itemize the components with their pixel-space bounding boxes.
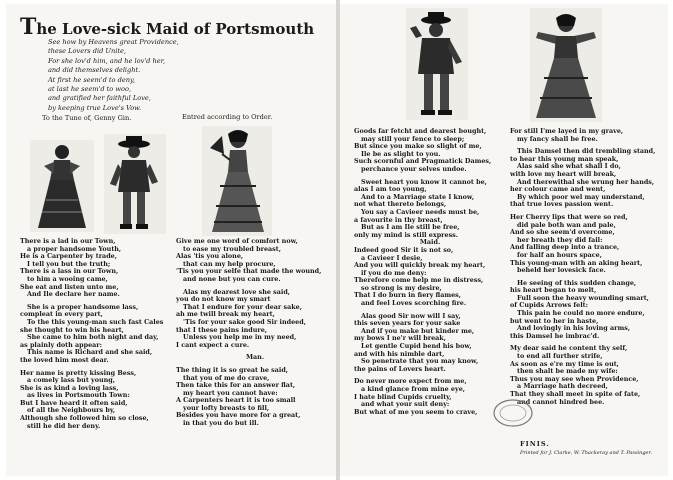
verse-line: not what thereto belongs, [354,200,447,209]
verse-line: Then take this for an answer flat, [176,381,296,390]
verse-line: with love my heart will break, [510,169,617,178]
verse-line: 'Tis for your sake good Sir indeed, [183,317,306,326]
verse-line: in that you do but ill. [183,419,259,428]
ballad-subtitle: See how by Heavens great Providence, these Lovers did Unite, For she lov'd him, and he lov'd her, and did themselves delight. At first he seem'd to deny, at last he seem'd to woo, and gratified her faithful Love, by keeping true Love's Vow. [48,38,179,112]
verse-line: She eat and listen unto me, [20,282,119,291]
verse-line: But what of me you seem to crave, [354,407,478,416]
verse-column-2 [176,238,334,438]
verse-line: Her name is pretty kissing Bess, [20,368,137,377]
verse-line: a Marriage hath decreed, [517,382,608,391]
verse-line: she thought to win his heart, [20,325,124,334]
verse-line: So penetrate that you may know, [361,357,479,366]
verse-line: did pale both wan and pale, [517,220,616,229]
verse-line: Give me one word of comfort now, [176,238,298,245]
verse-line: as plainly doth appear: [20,340,103,349]
verse-line: But I have heard it often said, [20,398,128,407]
verse-line: This name is Richard and she said, [27,348,153,357]
verse-column-1 [20,238,168,438]
verse-line: a proper handsome Youth, [27,244,122,253]
verse-line: And to a Marriage state I know, [361,192,475,201]
verse-line: Alas good Sir now will I say, [361,311,461,320]
verse-line: He seeing of this sudden change, [517,278,637,287]
verse-line: that you of me do crave, [183,373,270,382]
verse-line: may still your fence to sleep; [361,134,465,143]
verse-line: Let gentle Cupid bend his bow, [361,342,472,351]
verse-line: I cant expect a cure. [176,340,250,349]
verse-line: to hear this young man speak, [510,154,619,163]
verse-line: perchance your selves undoe. [361,164,467,173]
verse-line: and none but you can cure. [183,274,281,283]
verse-line: so strong is my desire, [361,283,442,292]
verse-line: as lives in Portsmouth Town: [27,391,130,400]
verse-line: the pains of Lovers heart. [354,364,446,373]
verse-line: Alas 'tis you alone, [176,252,244,261]
verse-line: and what your suit deny: [361,400,450,409]
finis-mark: FINIS. [520,440,550,448]
verse-line: of Cupids Arrows felt: [510,301,588,310]
verse-line: that can my help procure, [183,259,276,268]
verse-line: Alas said she what shall I do, [517,162,621,171]
woodcut-man-right [406,8,468,120]
verse-line: Unless you help me in my need, [183,333,297,342]
verse-line: and with his nimble dart, [354,349,445,358]
verse-line: 'Tis you your selfe that made the wound, [176,267,322,276]
verse-line: And lovingly in his loving arms, [517,324,631,333]
verse-line: then shalt be made my wife: [517,367,618,376]
verse-line: Maid. [419,238,441,247]
verse-line: That they shall meet in spite of fate, [510,390,641,398]
library-stamp-icon [492,398,534,428]
verse-line: She is a proper handsome lass, [27,302,139,311]
verse-line: that I these pains indure, [176,325,268,334]
verse-line: my heart you cannot have: [183,388,278,397]
verse-line: But since you make so slight of me, [354,142,482,151]
verse-line: By which poor wel may understand, [517,192,645,201]
verse-line: For still I'me layed in my grave, [510,128,624,135]
tune-line: To the Tune of, Genny Gin. [42,114,132,122]
verse-line: Such scornful and Pragmatick Dames, [354,157,492,166]
verse-line: her breath they did fail: [517,235,603,244]
verse-line: He is a Carpenter by trade, [20,252,117,261]
verse-line: alas I am too young, [354,185,427,194]
verse-line: This pain he could no more endure, [517,309,645,318]
verse-line: Do never more expect from me, [354,377,467,386]
woodcut-woman-left [30,140,94,232]
verse-line: That I do burn in fiery flames, [354,291,461,300]
verse-line: That I endure for your dear sake, [183,302,302,311]
verse-line: Thus you may see when Providence, [510,374,639,383]
verse-line: And if you make but kinder me, [361,326,475,335]
verse-line: a Cavieer I desie, [361,253,423,262]
verse-line: She came to him both night and day, [27,333,159,342]
verse-line: She is as kind a loving lass, [20,383,119,392]
verse-line: my bows I ne'r will break, [354,334,446,343]
verse-line: Although she followed him so close, [20,414,149,423]
verse-line: this seven years for your sake [354,319,461,328]
verse-line: There is a lad in our Town, [20,238,116,245]
verse-line: ah me twill break my heart, [176,310,275,319]
verse-line: Full soon the heavy wounding smart, [517,293,649,302]
verse-line: still he did her deny. [27,421,101,430]
verse-line: Indeed good Sir it is not so, [354,245,454,254]
verse-line: This Damsel then did trembling stand, [517,147,656,156]
verse-line: if you do me deny: [361,268,427,277]
verse-line: You say a Cavieer needs must be, [361,207,480,216]
verse-line: This young-man with an aking heart, [510,258,643,267]
verse-line: your lofty breasts to fill, [183,403,270,412]
verse-line: The thing it is so great he said, [176,365,289,374]
verse-line: a comely lass but young, [27,376,115,385]
verse-line: Man. [245,353,265,362]
verse-line: for half an hours space, [517,250,602,259]
verse-line: As soon as e're my time is out, [510,359,619,368]
verse-line: my fancy shall be free. [517,134,598,143]
woodcut-woman-right [530,8,602,122]
verse-line: Besides you have more for a great, [176,411,301,420]
verse-line: and cannot hindred bee. [517,397,605,406]
verse-line: this Damsel he imbrac'd. [510,331,600,340]
verse-line: Therefore come help me in distress, [354,276,484,285]
verse-line: Goods far fetcht and dearest bought, [354,128,487,135]
verse-line: only my mind is still express. [354,230,459,239]
verse-line: that true loves passion went. [510,200,614,209]
verse-line: A Carpenters heart it is too small [176,396,296,405]
verse-line: I hate blind Cupids cruelty, [354,392,452,401]
verse-line: a kind glance from mine eye, [361,385,465,393]
verse-line: and feel Loves scorching fire. [361,299,467,308]
verse-line: to him a wooing came, [27,274,108,283]
verse-line: the loved him most dear. [20,355,109,364]
verse-line: to ease my troubled breast, [183,244,281,253]
entered-line: Entred according to Order. [182,113,273,121]
printer-imprint: Printed for J. Clarke, W. Thackeray and T. Passinger. [520,450,652,456]
verse-line: a favourite in thy breast, [354,215,443,224]
verse-column-4 [510,128,666,438]
verse-line: compleat in every part, [20,310,103,319]
verse-line: of all the Neighbours by, [27,406,116,415]
verse-line: There is a lass in our Town, [20,267,119,276]
verse-line: Alas my dearest love she said, [183,287,291,296]
ballad-title: The Love-sick Maid of Portsmouth [20,14,315,40]
verse-line: And falling deep into a trance, [510,243,620,252]
verse-line: And so she seem'd overcome, [510,228,615,237]
woodcut-man-left [104,134,166,234]
verse-line: And you will quickly break my heart, [354,261,486,270]
verse-line: Sweet heart you know it cannot be, [361,177,487,186]
verse-line: beheld her lovesick face. [517,266,606,275]
verse-line: But as I am Ile still be free, [361,223,460,232]
verse-line: but went to her in haste, [510,316,599,325]
verse-line: To the this young-man such fast Cales [27,317,164,326]
verse-line: you do not know my smart [176,295,271,304]
verse-line: I tell you but the truth; [27,259,111,268]
verse-line: Her Cherry lips that were so red, [510,212,628,221]
verse-line: My dear said he content thy self, [510,344,628,353]
verse-line: to end all further strife, [517,352,603,361]
verse-line: his heart began to melt, [510,286,597,295]
woodcut-lady-fan [202,126,272,236]
verse-column-3 [354,128,506,468]
verse-line: Ile be as slight to you. [361,149,441,158]
verse-line: And therewithal she wrung her hands, [517,177,655,186]
verse-line: her colour came and went, [510,185,606,194]
verse-line: And Ile declare her name. [27,290,120,299]
